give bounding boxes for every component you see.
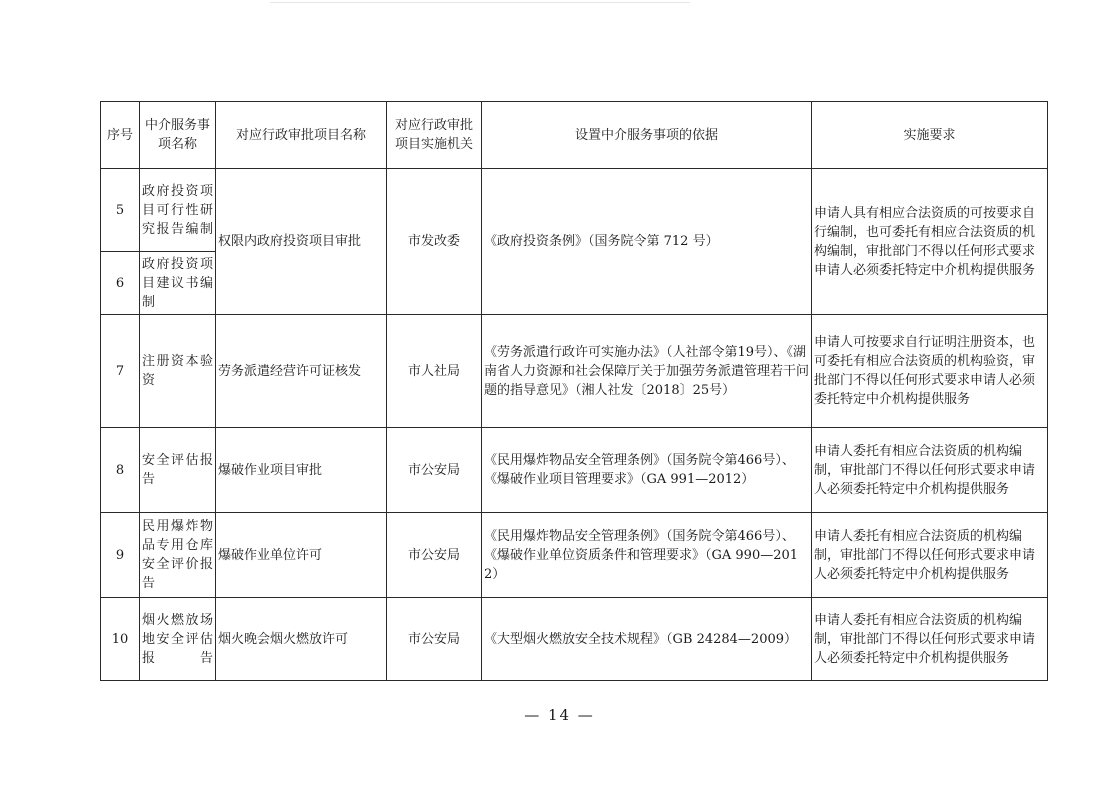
intermediary-services-table [100, 101, 1048, 681]
cell-approval-item: 爆破作业项目审批 [216, 428, 387, 513]
cell-service: 安全评估报告 [140, 428, 216, 513]
cell-service: 政府投资项目可行性研究报告编制 [140, 169, 216, 252]
cell-basis: 《政府投资条例》（国务院令第 712 号） [482, 169, 812, 315]
cell-requirement: 申请人委托有相应合法资质的机构编制，审批部门不得以任何形式要求申请人必须委托特定中介机构提供服务 [812, 428, 1048, 513]
table-row [101, 598, 1048, 681]
cell-requirement: 申请人具有相应合法资质的可按要求自行编制，也可委托有相应合法资质的机构编制，审批部门不得以任何形式要求申请人必须委托特定中介机构提供服务 [812, 169, 1048, 315]
table-row [101, 513, 1048, 598]
scan-artifact-line [270, 2, 690, 3]
cell-requirement: 申请人委托有相应合法资质的机构编制，审批部门不得以任何形式要求申请人必须委托特定中介机构提供服务 [812, 513, 1048, 598]
cell-seq: 7 [101, 315, 140, 428]
table-row [101, 315, 1048, 428]
page-number: — 14 — [524, 706, 595, 724]
cell-agency: 市公安局 [387, 428, 482, 513]
header-seq: 序号 [101, 102, 140, 169]
cell-approval-item: 劳务派遣经营许可证核发 [216, 315, 387, 428]
cell-agency: 市人社局 [387, 315, 482, 428]
cell-basis: 《民用爆炸物品安全管理条例》（国务院令第466号）、《爆破作业项目管理要求》（GA 991—2012） [482, 428, 812, 513]
cell-seq: 6 [101, 252, 140, 315]
cell-requirement: 申请人委托有相应合法资质的机构编制，审批部门不得以任何形式要求申请人必须委托特定中介机构提供服务 [812, 598, 1048, 681]
cell-agency: 市公安局 [387, 513, 482, 598]
cell-basis: 《民用爆炸物品安全管理条例》（国务院令第466号）、《爆破作业单位资质条件和管理要求》（GA 990—2012） [482, 513, 812, 598]
cell-service: 烟火燃放场地安全评估报告 [140, 598, 216, 681]
cell-seq: 5 [101, 169, 140, 252]
cell-basis: 《大型烟火燃放安全技术规程》（GB 24284—2009） [482, 598, 812, 681]
header-service-name: 中介服务事项名称 [140, 102, 216, 169]
cell-agency: 市发改委 [387, 169, 482, 315]
table-header-row [101, 102, 1048, 169]
table-row [101, 428, 1048, 513]
cell-seq: 10 [101, 598, 140, 681]
cell-approval-item: 爆破作业单位许可 [216, 513, 387, 598]
cell-approval-item: 烟火晚会烟火燃放许可 [216, 598, 387, 681]
cell-service: 民用爆炸物品专用仓库安全评价报告 [140, 513, 216, 598]
cell-seq: 9 [101, 513, 140, 598]
header-approval-item: 对应行政审批项目名称 [216, 102, 387, 169]
cell-service: 政府投资项目建议书编制 [140, 252, 216, 315]
header-basis: 设置中介服务事项的依据 [482, 102, 812, 169]
cell-approval-item: 权限内政府投资项目审批 [216, 169, 387, 315]
table-row [101, 169, 1048, 252]
cell-seq: 8 [101, 428, 140, 513]
cell-service: 注册资本验资 [140, 315, 216, 428]
cell-basis: 《劳务派遣行政许可实施办法》（人社部令第19号）、《湖南省人力资源和社会保障厅关于加强劳务派遣管理若干问题的指导意见》（湘人社发〔2018〕25号） [482, 315, 812, 428]
header-agency: 对应行政审批项目实施机关 [387, 102, 482, 169]
header-requirement: 实施要求 [812, 102, 1048, 169]
cell-requirement: 申请人可按要求自行证明注册资本，也可委托有相应合法资质的机构验资，审批部门不得以任何形式要求申请人必须委托特定中介机构提供服务 [812, 315, 1048, 428]
cell-agency: 市公安局 [387, 598, 482, 681]
